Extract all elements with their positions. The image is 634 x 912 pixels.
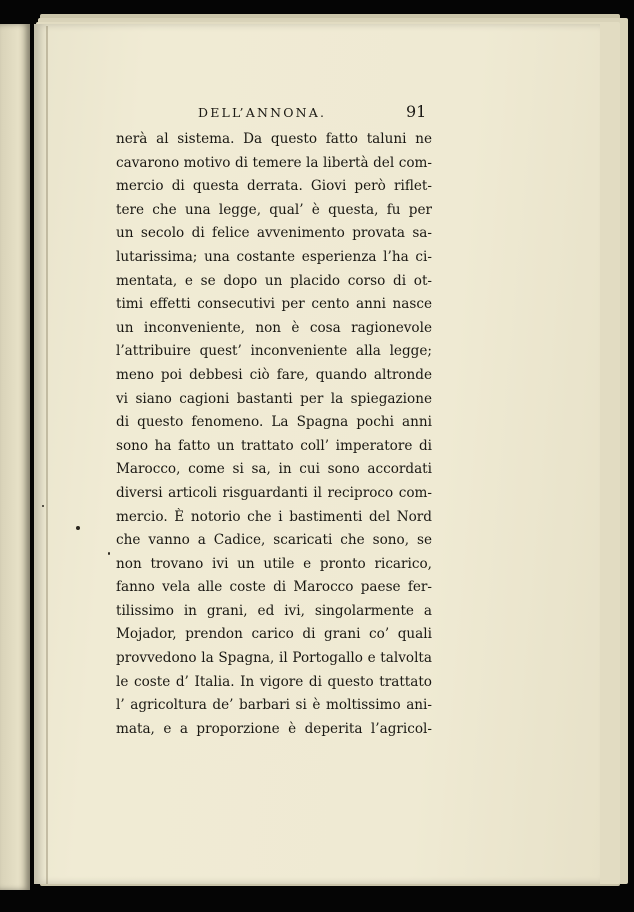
text-line: mata, e a proporzione è deperita l’agricol- [116, 720, 432, 737]
gutter-shadow [46, 26, 48, 884]
ink-speck [42, 505, 44, 507]
ink-speck [108, 552, 110, 555]
text-line: fanno vela alle coste di Marocco paese fer- [116, 579, 432, 596]
text-line: l’attribuire quest’ inconveniente alla legge; [116, 343, 432, 360]
text-line: le coste d’ Italia. In vigore di questo trattato [116, 673, 432, 690]
text-line: mentata, e se dopo un placido corso di ot- [116, 272, 432, 289]
text-line: che vanno a Cadice, scaricati che sono, se [116, 532, 432, 549]
running-head-title: DELL’ANNONA. [198, 105, 327, 120]
text-line: diversi articoli risguardanti il reciproco com- [116, 484, 432, 501]
text-line: l’ agricoltura de’ barbari si è moltissimo ani- [116, 697, 432, 714]
text-line: di questo fenomeno. La Spagna pochi anni [116, 414, 432, 431]
text-line: non trovano ivi un utile e pronto ricarico, [116, 555, 432, 572]
text-line: provvedono la Spagna, il Portogallo e talvolta [116, 650, 432, 667]
text-line: mercio. È notorio che i bastimenti del Nord [116, 508, 432, 525]
running-head [198, 102, 438, 126]
text-line: tere che una legge, qual’ è questa, fu per [116, 201, 432, 218]
text-line: sono ha fatto un trattato coll’ imperatore di [116, 437, 432, 454]
text-line: nerà al sistema. Da questo fatto taluni ne [116, 131, 432, 147]
ink-speck [76, 526, 80, 530]
text-line: lutarissima; una costante esperienza l’ha ci- [116, 248, 432, 265]
text-line: vi siano cagioni bastanti per la spiegazione [116, 390, 432, 407]
text-line: mercio di questa derrata. Giovi però riflet- [116, 178, 432, 195]
text-line: timi effetti consecutivi per cento anni nasce [116, 296, 432, 313]
text-line: meno poi debbesi ciò fare, quando altronde [116, 366, 432, 383]
text-line: Mojador, prendon carico di grani co’ quali [116, 626, 432, 643]
text-line: tilissimo in grani, ed ivi, singolarmente a [116, 602, 432, 619]
text-line: cavarono motivo di temere la libertà del com- [116, 154, 432, 171]
facing-page-edge [0, 24, 30, 890]
text-line: Marocco, come si sa, in cui sono accordati [116, 461, 432, 478]
text-line: un inconveniente, non è cosa ragionevole [116, 319, 432, 336]
body-text [116, 128, 432, 741]
page-number: 91 [406, 102, 427, 121]
text-line: un secolo di felice avvenimento provata sa- [116, 225, 432, 242]
